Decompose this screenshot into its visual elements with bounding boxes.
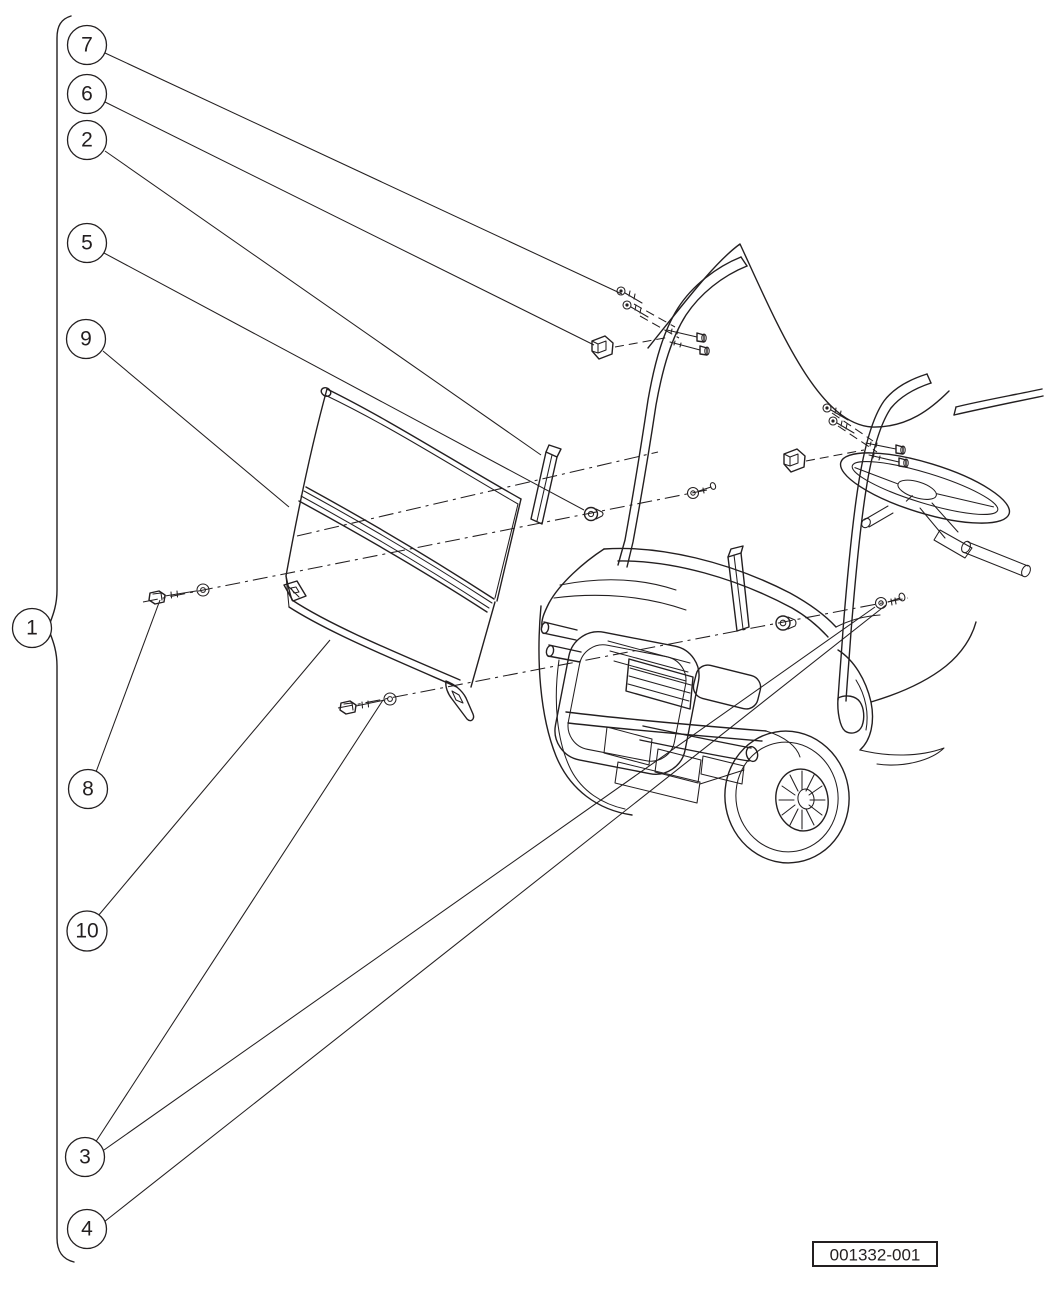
headlight-pod <box>691 663 763 712</box>
right-roof-strut <box>838 374 931 733</box>
leader-line-2 <box>105 151 541 455</box>
pan-screw <box>823 404 854 433</box>
leader-line-5 <box>104 253 584 510</box>
callout-3 <box>66 1138 105 1177</box>
machine-screw <box>888 592 906 605</box>
callout-10 <box>67 911 107 951</box>
rear-roof-strut <box>954 389 1043 415</box>
canopy-edge <box>648 244 949 427</box>
windshield-right-edge <box>497 499 521 601</box>
leader-line-3b <box>104 607 875 1150</box>
callout-label: 4 <box>81 1217 93 1241</box>
turn-signal-lever <box>864 506 893 527</box>
front-wheel <box>714 721 859 873</box>
mesh-panel-right <box>655 749 701 783</box>
left-roof-strut <box>618 257 747 567</box>
axis-retainer <box>297 452 658 536</box>
callout-6 <box>68 75 107 114</box>
part-number <box>813 1242 937 1266</box>
golf-cart <box>539 244 1043 873</box>
callout-label: 8 <box>82 777 94 801</box>
callout-label: 9 <box>80 327 92 351</box>
leader-line-7 <box>105 53 622 294</box>
callout-label: 5 <box>81 231 93 255</box>
windshield-left-tab <box>284 581 306 601</box>
leader-line-9 <box>103 351 289 507</box>
callouts <box>13 26 108 1249</box>
wheel-spokes <box>779 771 825 829</box>
callout-7 <box>68 26 107 65</box>
steering-grip <box>963 542 1028 576</box>
windshield-top-frame <box>327 389 521 499</box>
windshield-lower-panel <box>286 576 495 687</box>
callout-4 <box>68 1210 107 1249</box>
pan-screw <box>617 287 648 317</box>
strut-foot <box>838 696 864 733</box>
leader-line-3a <box>95 700 383 1143</box>
axis-clip-right <box>806 450 864 461</box>
windshield-hinge <box>299 487 494 612</box>
installation-axes <box>143 304 908 708</box>
hardware <box>149 287 908 714</box>
right-fender <box>838 622 976 765</box>
callout-label: 1 <box>26 616 38 640</box>
hex-bolt <box>149 591 196 604</box>
mesh-panel-left <box>604 727 652 765</box>
retainer-strip-installed <box>728 546 749 631</box>
brush-guard <box>550 627 704 780</box>
clip-nut <box>784 449 805 472</box>
callout-8 <box>69 770 108 809</box>
leader-line-4 <box>104 605 886 1222</box>
leader-line-8 <box>96 600 160 772</box>
part-number-label: 001332-001 <box>829 1245 921 1265</box>
callout-5 <box>68 224 107 263</box>
callout-9 <box>67 320 106 359</box>
callout-1 <box>13 609 52 648</box>
windshield-left-edge <box>286 389 327 576</box>
hood-cowl <box>542 548 880 681</box>
leader-line-10 <box>98 640 330 916</box>
grille <box>626 659 693 709</box>
assembly-bracket-brace <box>48 16 74 1262</box>
windshield-foot-bracket <box>446 681 474 721</box>
leader-line-6 <box>105 102 594 345</box>
callout-label: 7 <box>81 33 93 57</box>
leader-lines <box>95 53 886 1222</box>
callout-label: 10 <box>75 919 99 943</box>
windshield <box>284 386 521 721</box>
callout-label: 3 <box>79 1145 91 1169</box>
callout-label: 2 <box>81 128 93 152</box>
callout-label: 6 <box>81 82 93 106</box>
clip-nut <box>592 336 613 359</box>
callout-2 <box>68 121 107 160</box>
